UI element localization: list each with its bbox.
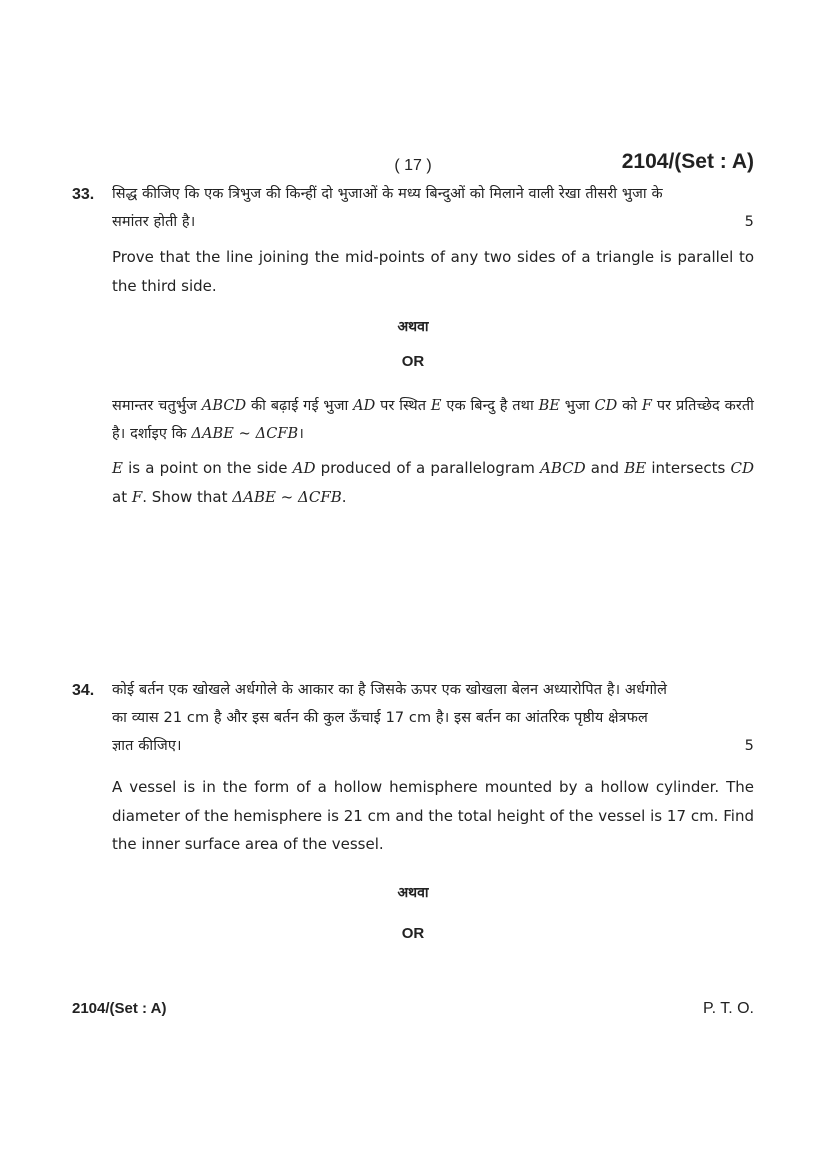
math-e: E [430,398,442,414]
paper-code-header: 2104/(Set : A) [621,150,754,173]
question-number-33: 33. [72,186,95,203]
text-run: and [585,459,625,477]
text-run: एक बिन्दु है तथा [441,398,539,414]
math-f: F [641,398,653,414]
text-run: समान्तर चतुर्भुज [112,398,202,414]
math-be: BE [624,459,647,477]
text-run: is a point on the side [122,459,293,477]
math-e: E [112,459,123,477]
q34-english-text: A vessel is in the form of a hollow hemisphere mounted by a hollow cylinder. The diameter of the hemisphere is 21 cm and the total height of the vessel is 17 cm. Find the inner surface area of the vessel. [112,778,754,853]
q33-hindi-text [112,180,754,236]
math-ad: AD [353,398,376,414]
math-similarity: ΔABE ~ ΔCFB [232,487,342,506]
pto-label: P. T. O. [703,1000,754,1017]
math-ad: AD [292,459,316,477]
math-f: F [131,487,143,506]
math-abcd: ABCD [201,398,247,414]
paper-code-footer: 2104/(Set : A) [72,1000,167,1017]
text-run: . [341,487,347,506]
text-run: produced of a parallelogram [315,459,540,477]
text-run: को [617,398,642,414]
math-cd: CD [730,459,754,477]
q33-or-hindi: अथवा [397,319,429,335]
text-run: intersects [646,459,731,477]
text-run: . Show that [142,487,233,506]
q34-hindi-line3: ज्ञात कीजिए। [112,738,182,754]
q34-hindi-text [112,676,754,760]
q34-or-english: OR [401,925,425,942]
q33-alt-english [112,454,754,511]
q33-or-english: OR [401,353,425,370]
q33-english-text: Prove that the line joining the mid-points of any two sides of a triangle is parallel to the third side. [112,248,754,295]
q33-marks: 5 [744,214,754,230]
q34-or-hindi: अथवा [397,885,429,901]
question-number-34: 34. [72,682,95,699]
math-be: BE [538,398,561,414]
text-run: पर स्थित [375,398,431,414]
q33-hindi-line1: सिद्ध कीजिए कि एक त्रिभुज की किन्हीं दो भुजाओं के मध्य बिन्दुओं को मिलाने वाली रेखा तीसरी भुजा के [112,186,663,202]
text-run: की बढ़ाई गई भुजा [246,398,354,414]
text-run: पर प्रतिच्छेद करती है। दर्शाइए कि [112,398,754,442]
math-cd: CD [594,398,618,414]
q33-alt-hindi [112,392,754,448]
math-abcd: ABCD [540,459,586,477]
q33-hindi-line2: समांतर होती है। [112,214,196,230]
page-number: ( 17 ) [394,157,432,174]
math-similarity: ΔABE ~ ΔCFB [191,426,299,442]
q34-hindi-line1: कोई बर्तन एक खोखले अर्धगोले के आकार का है जिसके ऊपर एक खोखला बेलन अध्यारोपित है। अर्धगोले [112,682,668,698]
q34-marks: 5 [744,738,754,754]
q34-hindi-line2: का व्यास 21 cm है और इस बर्तन की कुल ऊँचाई 17 cm है। इस बर्तन का आंतरिक पृष्ठीय क्षेत्रफल [112,710,648,726]
text-run: at [112,487,132,506]
text-run: । [298,426,304,442]
text-run: भुजा [560,398,595,414]
